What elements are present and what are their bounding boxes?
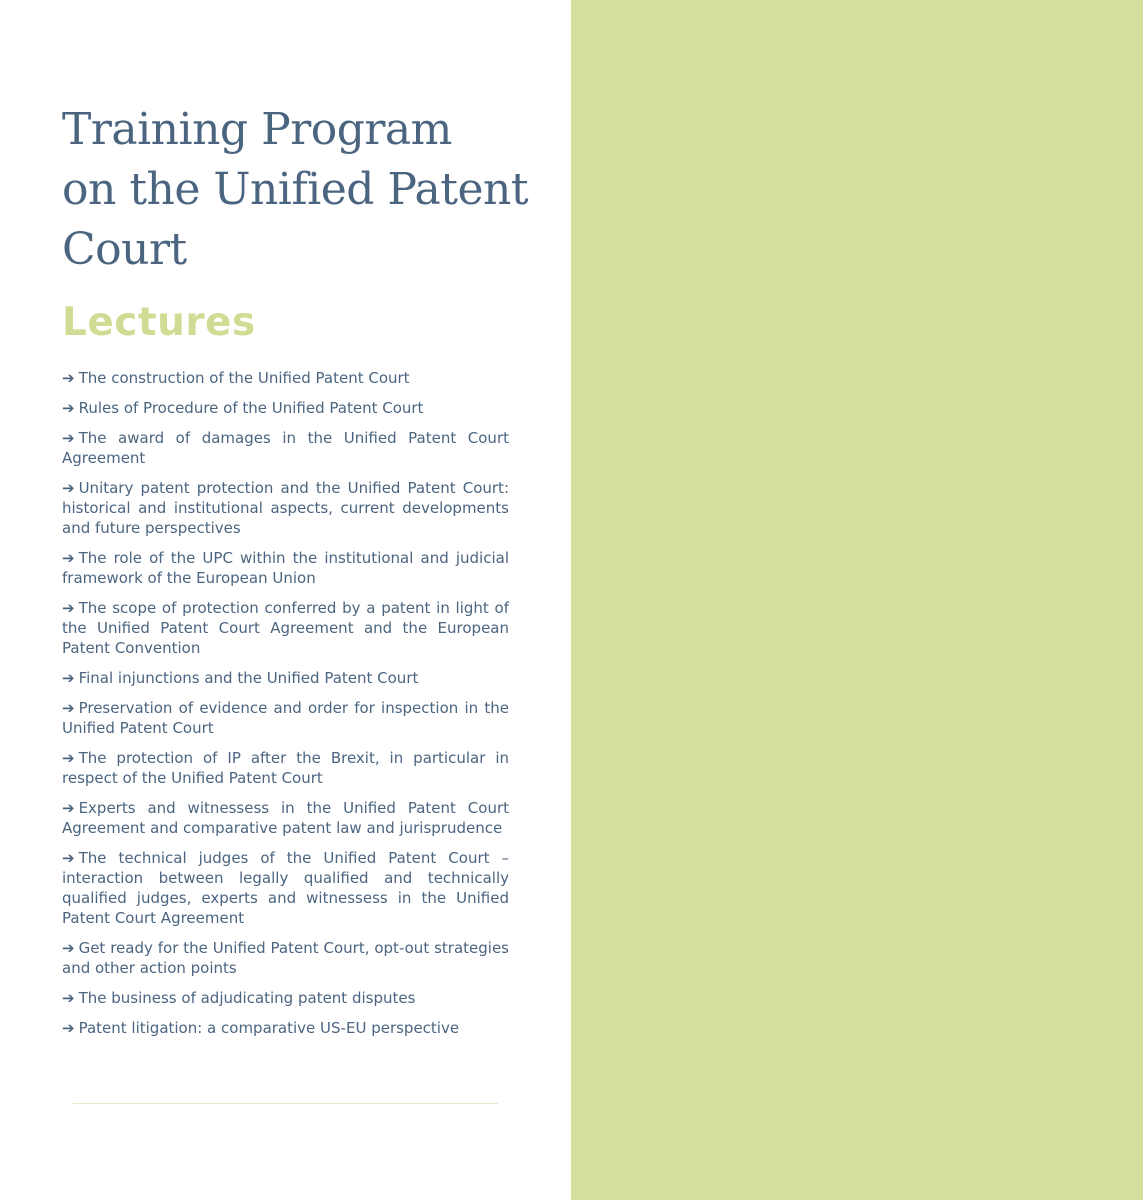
page-title [62, 100, 542, 280]
arrow-right-icon: ➔ [62, 699, 75, 717]
lecture-item [62, 698, 509, 738]
arrow-right-icon: ➔ [62, 669, 75, 687]
lecture-item [62, 668, 509, 688]
lecture-text: The protection of IP after the Brexit, in particular in respect of the Unified Patent Court [62, 749, 509, 787]
lecture-text: Patent litigation: a comparative US-EU perspective [78, 1019, 460, 1037]
lecture-text: Get ready for the Unified Patent Court, opt-out strategies and other action points [62, 939, 509, 977]
title-line-3: Court [62, 224, 187, 275]
lecture-item [62, 748, 509, 788]
lecture-item [62, 428, 509, 468]
lecture-item [62, 798, 509, 838]
lecture-item [62, 938, 509, 978]
arrow-right-icon: ➔ [62, 939, 75, 957]
lecture-item [62, 548, 509, 588]
title-line-1: Training Program [62, 104, 452, 155]
lecture-text: The role of the UPC within the institutional and judicial framework of the European Union [62, 549, 509, 587]
right-panel [571, 0, 1143, 1200]
arrow-right-icon: ➔ [62, 989, 75, 1007]
lecture-text: The construction of the Unified Patent Court [78, 369, 410, 387]
lectures-heading: Lectures [62, 300, 256, 345]
divider-left [73, 1103, 498, 1104]
arrow-right-icon: ➔ [62, 399, 75, 417]
arrow-right-icon: ➔ [62, 599, 75, 617]
title-line-2: on the Unified Patent [62, 164, 529, 215]
lecture-text: Experts and witnessess in the Unified Patent Court Agreement and comparative patent law and jurisprudence [62, 799, 509, 837]
arrow-right-icon: ➔ [62, 1019, 75, 1037]
lecture-text: The technical judges of the Unified Patent Court – interaction between legally qualified and technically qualified judges, experts and witnessess in the Unified Patent Court Agreement [62, 849, 509, 927]
arrow-right-icon: ➔ [62, 799, 75, 817]
lecture-item [62, 478, 509, 538]
lecture-text: The scope of protection conferred by a patent in light of the Unified Patent Court Agreement and the European Patent Convention [62, 599, 509, 657]
arrow-right-icon: ➔ [62, 369, 75, 387]
lecture-text: The award of damages in the Unified Patent Court Agreement [62, 429, 509, 467]
lecture-item [62, 598, 509, 658]
arrow-right-icon: ➔ [62, 749, 75, 767]
lecture-list [62, 368, 509, 1048]
arrow-right-icon: ➔ [62, 429, 75, 447]
arrow-right-icon: ➔ [62, 549, 75, 567]
lecture-item [62, 398, 509, 418]
lecture-text: Rules of Procedure of the Unified Patent Court [78, 399, 424, 417]
arrow-right-icon: ➔ [62, 479, 75, 497]
lecture-item [62, 988, 509, 1008]
lecture-item [62, 848, 509, 928]
lecture-item [62, 368, 509, 388]
lecture-text: Unitary patent protection and the Unified Patent Court: historical and institutional aspects, current developments and future perspectives [62, 479, 509, 537]
arrow-right-icon: ➔ [62, 849, 75, 867]
left-panel [0, 0, 571, 1200]
lecture-text: The business of adjudicating patent disputes [78, 989, 416, 1007]
lecture-text: Preservation of evidence and order for inspection in the Unified Patent Court [62, 699, 509, 737]
lecture-item [62, 1018, 509, 1038]
lecture-text: Final injunctions and the Unified Patent Court [78, 669, 419, 687]
